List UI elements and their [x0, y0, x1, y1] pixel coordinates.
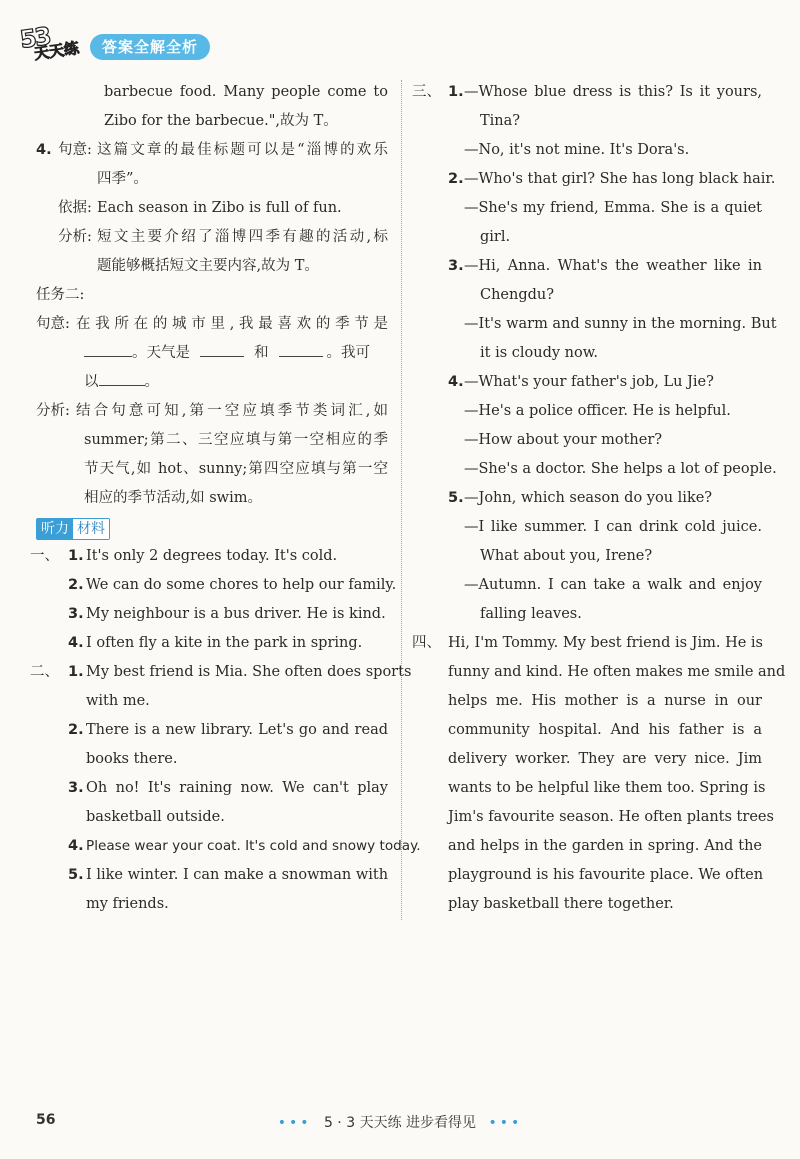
dots-left-icon: ••• — [277, 1115, 312, 1131]
s2-item-5: 5. I like winter. I can make a snowman with — [68, 867, 389, 883]
dots-right-icon: ••• — [488, 1115, 523, 1131]
s2-item-4: 4. Please wear your coat. It's cold and snowy today. — [68, 838, 421, 854]
passage-line: wants to be helpful like them too. Spring is — [448, 780, 766, 796]
sentence-blanks-line: 。天气是 和 。我可 — [36, 339, 388, 368]
analysis2-line: 分析: 结合句意可知,第一空应填季节类词汇,如 — [36, 403, 388, 419]
text-line: summer;第二、三空应填与第一空相应的季 — [84, 432, 388, 448]
passage-line: helps me. His mother is a nurse in our — [448, 693, 762, 709]
analysis-line: 分析: 短文主要介绍了淄博四季有趣的活动,标 — [58, 229, 388, 245]
page-number: 56 — [36, 1112, 56, 1128]
passage-line: 四、 Hi, I'm Tommy. My best friend is Jim. He is — [412, 635, 763, 651]
basis-line: 依据: Each season in Zibo is full of fun. — [58, 200, 342, 216]
text-line: —It's warm and sunny in the morning. But — [464, 316, 777, 332]
text-line: 相应的季节活动,如 swim。 — [84, 490, 262, 506]
text-line: girl. — [480, 229, 511, 245]
text-line: my friends. — [86, 896, 169, 912]
listening-tab: 听力 材料 — [36, 518, 110, 540]
sentence-line: 句意: 在我所在的城市里,我最喜欢的季节是 — [36, 316, 388, 332]
text-line: 四季”。 — [97, 171, 148, 187]
passage-line: Jim's favourite season. He often plants trees — [448, 809, 774, 825]
passage-line: play basketball there together. — [448, 896, 674, 912]
footer — [0, 1108, 800, 1138]
passage-line: delivery worker. They are very nice. Jim — [448, 751, 762, 767]
logo-main: 53 — [18, 22, 52, 54]
blank-2[interactable] — [200, 342, 244, 357]
s2-item-1: 二、 1. My best friend is Mia. She often does sports — [30, 664, 412, 680]
right-column — [412, 78, 786, 919]
q4-line: 4. 句意: 这篇文章的最佳标题可以是“淄博的欢乐 — [36, 142, 388, 158]
text-line: with me. — [86, 693, 150, 709]
slogan-text: 5 · 3 天天练 进步看得见 — [323, 1115, 477, 1131]
blank-3[interactable] — [279, 342, 323, 357]
logo-sub: 天天练 — [33, 38, 81, 64]
text-line: Chengdu? — [480, 287, 555, 303]
text-line: Zibo for the barbecue.",故为 T。 — [104, 113, 338, 129]
s1-item-1: 一、 1. It's only 2 degrees today. It's cold. — [30, 548, 338, 564]
text-line: —She's my friend, Emma. She is a quiet — [464, 200, 762, 216]
r4-line: 4. —What's your father's job, Lu Jie? — [448, 374, 714, 390]
passage-line: playground is his favourite place. We often — [448, 867, 764, 883]
r2-line: 2. —Who's that girl? She has long black hair. — [448, 171, 776, 187]
r1-line: 三、 1. —Whose blue dress is this? Is it yours, — [412, 84, 762, 100]
text-line: it is cloudy now. — [480, 345, 599, 361]
text-line: barbecue food. Many people come to — [104, 84, 388, 100]
text-line: Tina? — [480, 113, 521, 129]
text-line: —No, it's not mine. It's Dora's. — [464, 142, 690, 158]
section-title: 答案全解全析 — [90, 34, 210, 60]
logo — [10, 22, 80, 66]
text-line: —He's a police officer. He is helpful. — [464, 403, 731, 419]
text-line: books there. — [86, 751, 178, 767]
r5-line: 5. —John, which season do you like? — [448, 490, 713, 506]
passage-line: and helps in the garden in spring. And the — [448, 838, 762, 854]
s1-item-2: 2. We can do some chores to help our family. — [68, 577, 397, 593]
r3-line: 3. —Hi, Anna. What's the weather like in — [448, 258, 762, 274]
text-line: 题能够概括短文主要内容,故为 T。 — [97, 258, 319, 274]
s1-item-4: 4. I often fly a kite in the park in spring. — [68, 635, 363, 651]
column-divider — [401, 80, 402, 920]
text-line: What about you, Irene? — [480, 548, 653, 564]
s1-item-3: 3. My neighbour is a bus driver. He is kind. — [68, 606, 386, 622]
text-line: —I like summer. I can drink cold juice. — [464, 519, 762, 535]
task2-heading: 任务二: — [36, 287, 85, 303]
header — [10, 22, 270, 68]
blank-4[interactable] — [99, 371, 145, 386]
listening-tab-row — [36, 513, 388, 542]
blank-1[interactable] — [84, 342, 132, 357]
text-line: —How about your mother? — [464, 432, 663, 448]
sentence-blank-line: 以 。 — [36, 368, 388, 397]
s2-item-2: 2. There is a new library. Let's go and read — [68, 722, 388, 738]
passage-line: funny and kind. He often makes me smile and — [448, 664, 786, 680]
passage-line: community hospital. And his father is a — [448, 722, 762, 738]
text-line: basketball outside. — [86, 809, 225, 825]
text-line: —Autumn. I can take a walk and enjoy — [464, 577, 762, 593]
text-line: —She's a doctor. She helps a lot of people. — [464, 461, 777, 477]
text-line: 节天气,如 hot、sunny;第四空应填与第一空 — [84, 461, 388, 477]
s2-item-3: 3. Oh no! It's raining now. We can't play — [68, 780, 388, 796]
left-column — [30, 78, 421, 919]
text-line: falling leaves. — [480, 606, 582, 622]
footer-slogan — [0, 1112, 800, 1132]
